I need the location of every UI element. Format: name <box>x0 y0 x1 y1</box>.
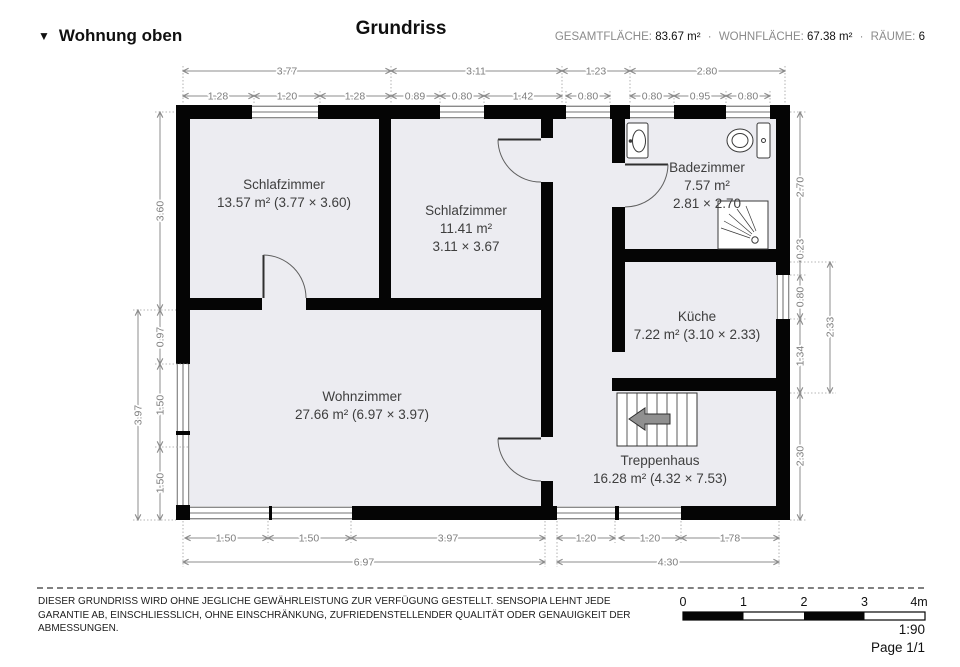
disclaimer-text: DIESER GRUNDRISS WIRD OHNE JEGLICHE GEWÄHRLEISTUNG ZUR VERFÜGUNG GESTELLT. SENSOPIA LEHNT JEDE GARANTIE AB, EINSCHLIESSLICH, OHNE EINSCHRÄNKUNG, ZUFRIEDENSTELLENDER QUALITÄT ODER GENAUIGKEIT DER ABMESSUNGEN. <box>38 596 631 634</box>
svg-text:7.57 m²: 7.57 m² <box>684 178 730 193</box>
svg-text:Wohnzimmer: Wohnzimmer <box>322 389 402 404</box>
svg-text:16.28 m² (4.32 × 7.53): 16.28 m² (4.32 × 7.53) <box>593 471 727 486</box>
svg-text:2.30: 2.30 <box>794 445 807 467</box>
svg-text:0.80: 0.80 <box>577 90 599 103</box>
svg-text:0.80: 0.80 <box>794 286 807 308</box>
svg-text:6.97: 6.97 <box>353 556 375 569</box>
svg-text:1.28: 1.28 <box>207 90 229 103</box>
dropdown-triangle-icon: ▼ <box>38 29 50 43</box>
svg-text:1.50: 1.50 <box>215 532 237 545</box>
svg-text:1.50: 1.50 <box>154 472 167 494</box>
stat-label-raeume: RÄUME: <box>870 31 916 43</box>
svg-text:2: 2 <box>800 595 808 609</box>
svg-text:3: 3 <box>861 595 868 609</box>
svg-text:1: 1 <box>740 595 747 609</box>
scale-tick-labels <box>680 595 928 609</box>
staircase-icon <box>617 393 697 446</box>
svg-text:2.80: 2.80 <box>696 65 718 78</box>
svg-text:11.41 m²: 11.41 m² <box>439 221 493 236</box>
svg-text:3.97: 3.97 <box>132 404 145 426</box>
svg-text:Treppenhaus: Treppenhaus <box>620 453 700 468</box>
svg-text:0.23: 0.23 <box>794 238 807 260</box>
svg-text:0.95: 0.95 <box>689 90 711 103</box>
svg-text:4m: 4m <box>910 595 928 609</box>
stat-value-gesamtflaeche: 83.67 m² <box>655 31 701 43</box>
svg-text:1.20: 1.20 <box>575 532 597 545</box>
svg-text:0.97: 0.97 <box>154 326 167 348</box>
scale-bar <box>655 588 945 663</box>
stat-label-gesamtflaeche: GESAMTFLÄCHE: <box>554 31 652 43</box>
svg-text:Schlafzimmer: Schlafzimmer <box>425 203 507 218</box>
stat-value-wohnflaeche: 67.38 m² <box>807 31 853 43</box>
svg-text:2.81 × 2.70: 2.81 × 2.70 <box>673 196 741 211</box>
svg-text:3.97: 3.97 <box>437 532 459 545</box>
svg-text:2.70: 2.70 <box>794 176 807 198</box>
svg-text:1.50: 1.50 <box>154 394 167 416</box>
svg-text:Badezimmer: Badezimmer <box>669 160 745 175</box>
svg-text:1.78: 1.78 <box>719 532 741 545</box>
stat-separator: · <box>859 31 864 43</box>
svg-text:Küche: Küche <box>677 309 717 324</box>
svg-text:2.33: 2.33 <box>824 316 837 338</box>
svg-text:0: 0 <box>679 595 687 609</box>
page-number: Page 1/1 <box>870 640 925 655</box>
svg-text:1.20: 1.20 <box>639 532 661 545</box>
svg-text:3.77: 3.77 <box>276 65 298 78</box>
unit-label: Wohnung oben <box>58 26 183 45</box>
bathroom-sink-icon <box>627 123 648 158</box>
svg-text:27.66 m² (6.97 × 3.97): 27.66 m² (6.97 × 3.97) <box>295 407 429 422</box>
scale-ruler <box>683 612 925 620</box>
svg-text:1.28: 1.28 <box>344 90 366 103</box>
svg-text:0.89: 0.89 <box>404 90 426 103</box>
svg-text:3.60: 3.60 <box>154 200 167 222</box>
page-title: Grundriss <box>355 18 447 39</box>
svg-text:4.30: 4.30 <box>657 556 679 569</box>
svg-text:3.11 × 3.67: 3.11 × 3.67 <box>432 239 500 254</box>
svg-text:3.11: 3.11 <box>466 65 486 78</box>
svg-text:Schlafzimmer: Schlafzimmer <box>243 177 325 192</box>
svg-text:1.20: 1.20 <box>276 90 298 103</box>
svg-text:1.34: 1.34 <box>794 345 807 367</box>
svg-text:0.80: 0.80 <box>737 90 759 103</box>
stat-label-wohnflaeche: WOHNFLÄCHE: <box>718 31 804 43</box>
svg-text:1.42: 1.42 <box>512 90 534 103</box>
svg-text:7.22 m² (3.10 × 2.33): 7.22 m² (3.10 × 2.33) <box>633 327 761 342</box>
svg-text:0.80: 0.80 <box>641 90 663 103</box>
svg-text:0.80: 0.80 <box>451 90 473 103</box>
stat-separator: · <box>707 31 712 43</box>
svg-text:1.23: 1.23 <box>585 65 607 78</box>
svg-text:1.50: 1.50 <box>298 532 320 545</box>
stat-value-raeume: 6 <box>918 31 925 43</box>
scale-ratio: 1:90 <box>898 622 925 637</box>
svg-text:13.57 m² (3.77 × 3.60): 13.57 m² (3.77 × 3.60) <box>217 195 351 210</box>
